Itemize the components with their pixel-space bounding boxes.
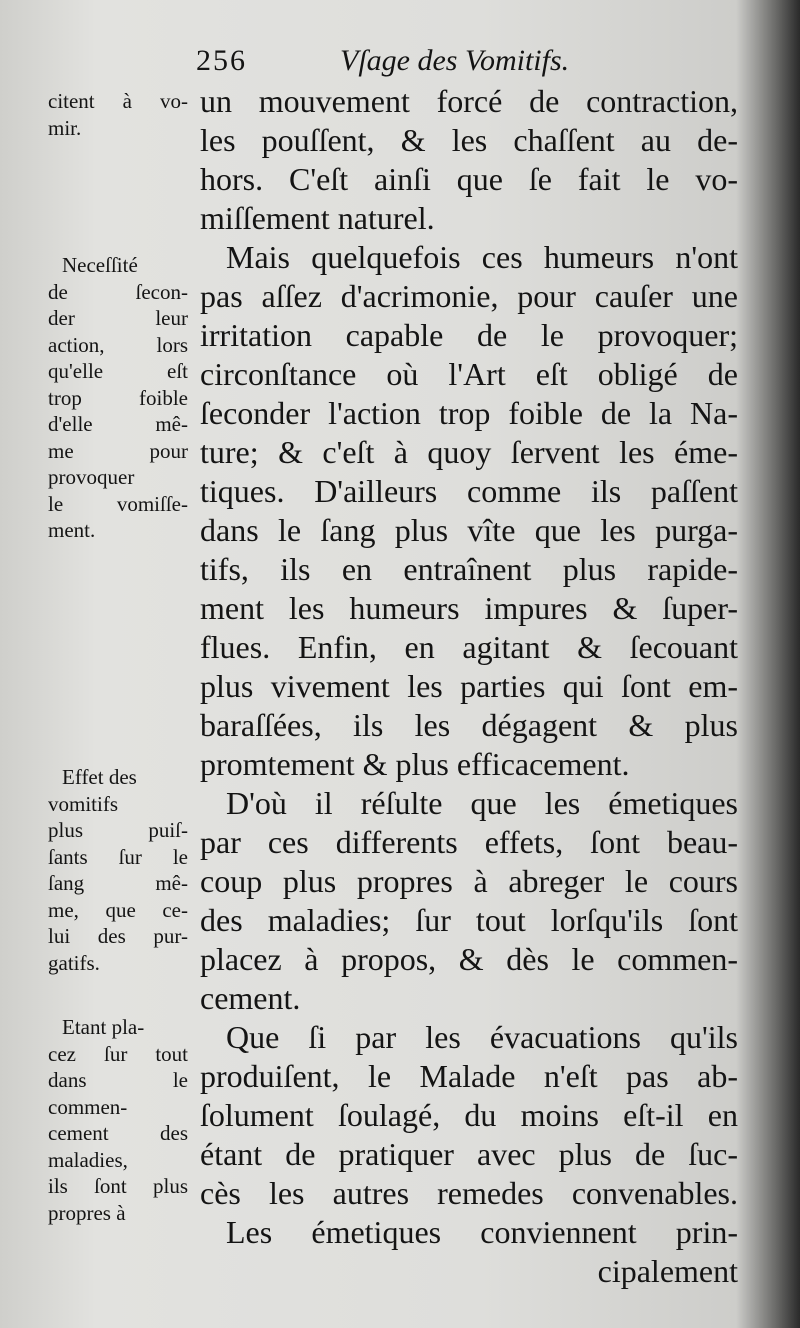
text-line: baraſſées, ils les dégagent & plus: [200, 707, 738, 743]
text-line: des maladies; ſur tout lorſqu'ils ſont: [200, 902, 738, 938]
margin-line: propres à: [48, 1200, 126, 1225]
text-line: cès les autres remedes convenables.: [200, 1175, 738, 1211]
margin-line: dans le: [48, 1068, 188, 1092]
margin-line: Neceſſité: [62, 253, 138, 277]
margin-note: [48, 1014, 188, 1226]
margin-line: d'elle mê-: [48, 412, 188, 436]
text-line: ment les humeurs impures & ſuper-: [200, 590, 738, 626]
text-line: pas aſſez d'acrimonie, pour cauſer une: [200, 278, 738, 314]
text-line: coup plus propres à abreger le cours: [200, 863, 738, 899]
text-line: produiſent, le Malade n'eſt pas ab-: [200, 1058, 738, 1094]
margin-line: cez ſur tout: [48, 1041, 188, 1066]
text-line: circonſtance où l'Art eſt obligé de: [200, 356, 738, 392]
text-line: par ces differents effets, ſont beau-: [200, 824, 738, 860]
margin-line: vomitifs: [48, 791, 119, 816]
catchword: cipalement: [597, 1253, 738, 1289]
text-line: hors. C'eſt ainſi que ſe fait le vo-: [200, 161, 738, 197]
margin-line: ment.: [48, 518, 96, 542]
margin-line: ils ſont plus: [48, 1174, 188, 1198]
text-line: cement.: [200, 980, 301, 1016]
text-line: irritation capable de le provoquer;: [200, 317, 738, 353]
margin-line: citent à vo-: [48, 89, 188, 113]
text-line: placez à propos, & dès le commen-: [200, 941, 738, 977]
text-line: Que ſi par les évacuations qu'ils: [226, 1019, 738, 1055]
page-number: 256: [196, 44, 247, 77]
margin-line: de ſecon-: [48, 279, 188, 304]
text-line: ture; & c'eſt à quoy ſervent les éme-: [200, 434, 738, 470]
margin-line: provoquer: [48, 465, 135, 489]
margin-line: trop foible: [48, 385, 188, 410]
text-line: Mais quelquefois ces humeurs n'ont: [226, 239, 738, 275]
text-line: flues. Enfin, en agitant & ſecouant: [200, 629, 738, 665]
margin-line: plus puiſ-: [48, 818, 188, 842]
text-line: un mouvement forcé de contraction,: [200, 83, 738, 119]
text-line: tiques. D'ailleurs comme ils paſſent: [200, 473, 738, 509]
margin-note: [48, 88, 188, 141]
margin-line: maladies,: [48, 1147, 128, 1172]
text-line: Les émetiques conviennent prin-: [226, 1214, 738, 1250]
margin-line: me, que ce-: [48, 897, 188, 922]
margin-line: commen-: [48, 1094, 128, 1119]
page-header: [196, 44, 736, 84]
margin-line: mir.: [48, 115, 82, 140]
running-title: Vſage des Vomitifs.: [340, 44, 570, 77]
text-line: dans le ſang plus vîte que les purga-: [200, 512, 738, 548]
margin-line: Effet des: [62, 765, 137, 789]
text-line: plus vivement les parties qui ſont em-: [200, 668, 738, 704]
margin-line: action, lors: [48, 332, 188, 357]
margin-note: [48, 764, 188, 976]
main-text: [200, 82, 738, 1291]
margin-line: lui des pur-: [48, 924, 188, 948]
margin-line: cement des: [48, 1121, 188, 1145]
text-line: étant de pratiquer avec plus de ſuc-: [200, 1136, 738, 1172]
margin-line: le vomiſſe-: [48, 491, 188, 516]
text-line: D'où il réſulte que les émetiques: [226, 785, 738, 821]
margin-line: Etant pla-: [62, 1015, 145, 1039]
text-line: miſſement naturel.: [200, 200, 435, 236]
margin-line: gatifs.: [48, 950, 100, 975]
margin-line: qu'elle eſt: [48, 359, 188, 383]
text-line: ſeconder l'action trop foible de la Na-: [200, 395, 738, 431]
margin-line: me pour: [48, 438, 188, 463]
text-line: ſolument ſoulagé, du moins eſt-il en: [200, 1097, 738, 1133]
text-line: les pouſſent, & les chaſſent au de-: [200, 122, 738, 158]
text-line: tifs, ils en entraînent plus rapide-: [200, 551, 738, 587]
margin-line: ſants ſur le: [48, 844, 188, 869]
margin-line: ſang mê-: [48, 871, 188, 895]
margin-note: [48, 252, 188, 544]
margin-line: der leur: [48, 306, 188, 330]
text-line: promtement & plus efficacement.: [200, 746, 630, 782]
